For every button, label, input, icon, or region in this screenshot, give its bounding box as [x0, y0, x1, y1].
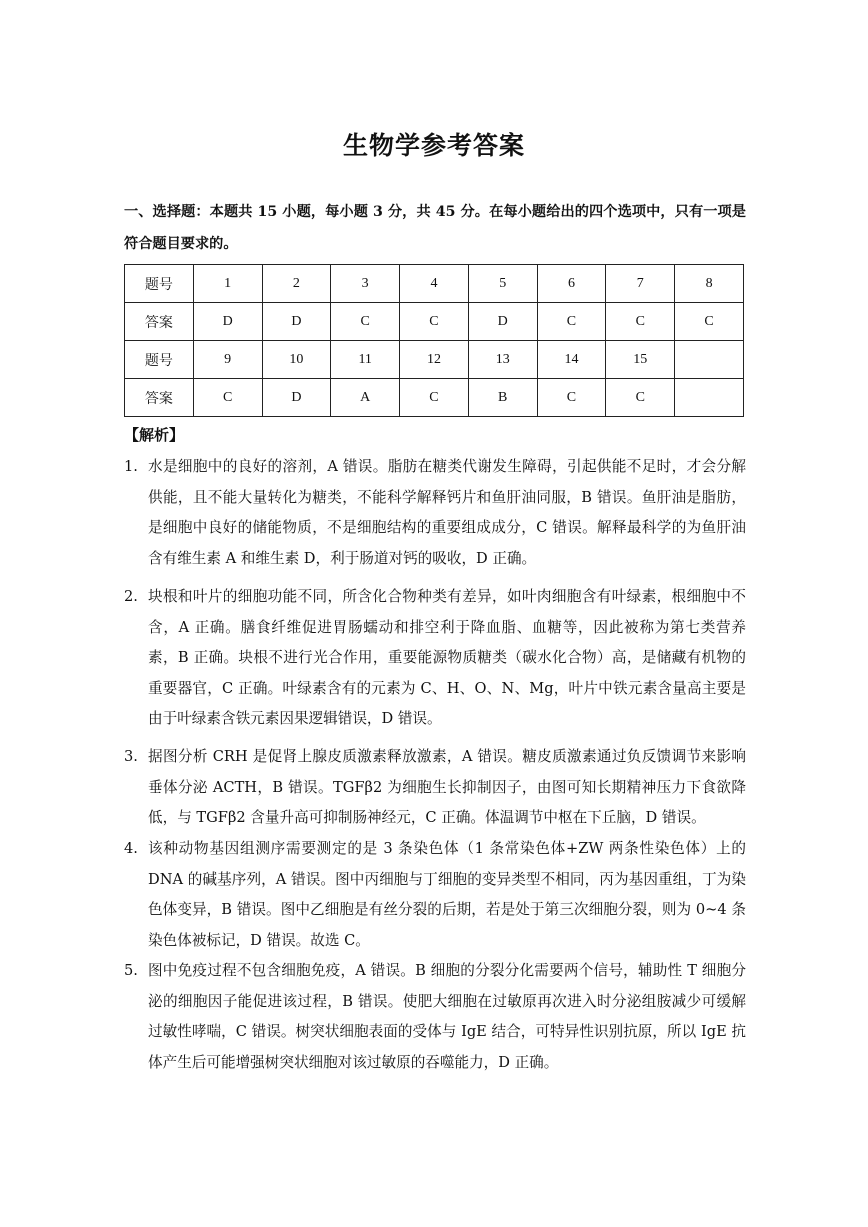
table-cell: 12 — [400, 341, 469, 379]
item-number: 4. — [124, 840, 138, 857]
table-row — [125, 341, 744, 379]
table-row-header-cell: 答案 — [125, 379, 194, 417]
table-cell: 3 — [331, 265, 400, 303]
table-cell: C — [400, 303, 469, 341]
analysis-item — [124, 742, 746, 834]
analysis-item — [124, 834, 746, 956]
item-number: 5. — [124, 962, 138, 979]
page-title: 生物学参考答案 — [342, 131, 525, 160]
item-text: 块根和叶片的细胞功能不同，所含化合物种类有差异，如叶肉细胞含有叶绿素，根细胞中不含，A 正确。膳食纤维促进胃肠蠕动和排空利于降血脂、血糖等，因此被称为第七类营养素，B 正确。块根不进行光合作用，重要能源物质糖类（碳水化合物）高，是储藏有机物的重要器官，C 正确。叶绿素含有的元素为 C、H、O、N、Mg，叶片中铁元素含量高主要是由于叶绿素含铁元素因果逻辑错误，D 错误。 — [148, 588, 746, 727]
item-text: 该种动物基因组测序需要测定的是 3 条染色体（1 条常染色体+ZW 两条性染色体）上的 DNA 的碱基序列，A 错误。图中丙细胞与丁细胞的变异类型不相同，丙为基因重组，丁为染色体变异，B 错误。图中乙细胞是有丝分裂的后期，若是处于第三次细胞分裂，则为 0~4 条染色体被标记，D 错误。故选 C。 — [148, 840, 746, 949]
table-row — [125, 303, 744, 341]
table-row — [125, 265, 744, 303]
item-text: 图中免疫过程不包含细胞免疫，A 错误。B 细胞的分裂分化需要两个信号，辅助性 T 细胞分泌的细胞因子能促进该过程，B 错误。使肥大细胞在过敏原再次进入时分泌组胺减少可缓解过敏性哮喘，C 错误。树突状细胞表面的受体与 IgE 结合，可特异性识别抗原，所以 IgE 抗体产生后可能增强树突状细胞对该过敏原的吞噬能力，D 正确。 — [148, 962, 746, 1071]
table-cell: C — [193, 379, 262, 417]
item-number: 1. — [124, 458, 138, 475]
table-cell: C — [400, 379, 469, 417]
table-cell — [675, 341, 744, 379]
item-number: 2. — [124, 588, 138, 605]
table-row-header-cell: 题号 — [125, 341, 194, 379]
table-cell: D — [262, 379, 331, 417]
table-row — [125, 379, 744, 417]
table-cell: D — [193, 303, 262, 341]
table-cell: A — [331, 379, 400, 417]
table-cell: 8 — [675, 265, 744, 303]
table-cell: 1 — [193, 265, 262, 303]
table-cell: 5 — [468, 265, 537, 303]
analysis-item — [124, 452, 746, 574]
table-cell: 9 — [193, 341, 262, 379]
analysis-label: 【解析】 — [124, 426, 185, 444]
analysis-item — [124, 582, 746, 735]
table-cell: 15 — [606, 341, 675, 379]
table-cell: D — [468, 303, 537, 341]
table-cell: C — [331, 303, 400, 341]
table-cell: C — [537, 379, 606, 417]
section-heading: 一、选择题：本题共 15 小题，每小题 3 分，共 45 分。在每小题给出的四个选项中，只有一项是符合题目要求的。 — [124, 204, 746, 252]
table-cell: 6 — [537, 265, 606, 303]
table-cell: C — [606, 379, 675, 417]
table-cell: C — [606, 303, 675, 341]
table-cell: C — [675, 303, 744, 341]
item-number: 3. — [124, 748, 138, 765]
table-row-header-cell: 答案 — [125, 303, 194, 341]
table-cell: D — [262, 303, 331, 341]
answer-table — [124, 264, 744, 417]
table-cell: 13 — [468, 341, 537, 379]
table-cell: 4 — [400, 265, 469, 303]
item-text: 水是细胞中的良好的溶剂，A 错误。脂肪在糖类代谢发生障碍，引起供能不足时，才会分解供能，且不能大量转化为糖类，不能科学解释钙片和鱼肝油同服，B 错误。鱼肝油是脂肪，是细胞中良好的储能物质，不是细胞结构的重要组成成分，C 错误。解释最科学的为鱼肝油含有维生素 A 和维生素 D，利于肠道对钙的吸收，D 正确。 — [148, 458, 746, 567]
analysis-item — [124, 956, 746, 1078]
table-cell: C — [537, 303, 606, 341]
table-row-header-cell: 题号 — [125, 265, 194, 303]
table-cell: 2 — [262, 265, 331, 303]
table-cell: B — [468, 379, 537, 417]
table-cell: 14 — [537, 341, 606, 379]
item-text: 据图分析 CRH 是促肾上腺皮质激素释放激素，A 错误。糖皮质激素通过负反馈调节来影响垂体分泌 ACTH，B 错误。TGFβ2 为细胞生长抑制因子，由图可知长期精神压力下食欲降低，与 TGFβ2 含量升高可抑制肠神经元，C 正确。体温调节中枢在下丘脑，D 错误。 — [148, 748, 746, 826]
table-cell: 7 — [606, 265, 675, 303]
table-cell — [675, 379, 744, 417]
table-cell: 11 — [331, 341, 400, 379]
table-cell: 10 — [262, 341, 331, 379]
